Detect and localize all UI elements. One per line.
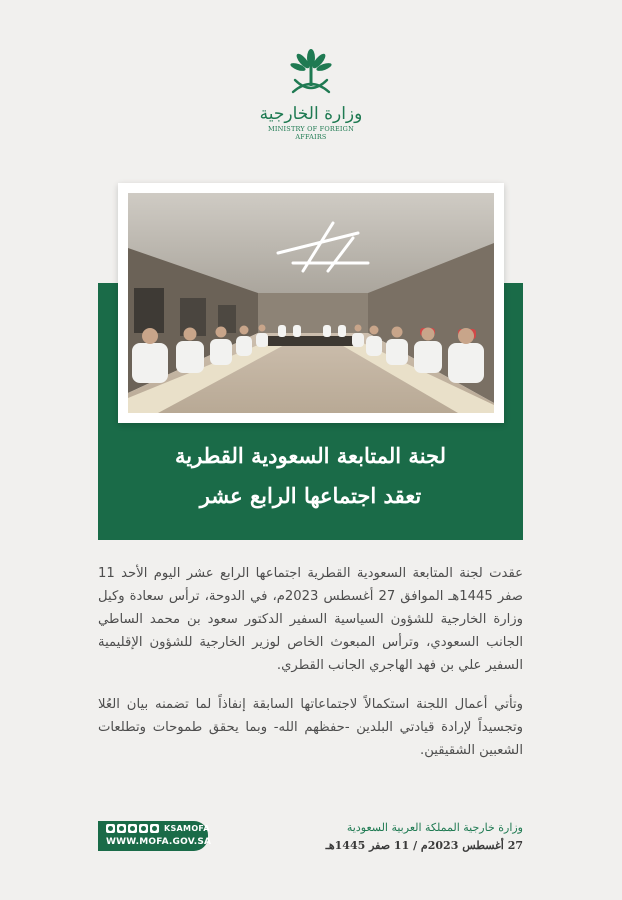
- logo-english-name: MINISTRY OF FOREIGN AFFAIRS: [268, 125, 354, 141]
- article-body: [98, 562, 523, 778]
- website-link[interactable]: WWW.MOFA.GOV.SA: [106, 837, 212, 847]
- social-handle[interactable]: KSAMOFA: [164, 824, 210, 833]
- youtube-icon[interactable]: [139, 824, 148, 833]
- ministry-logo: [256, 46, 366, 141]
- instagram-icon[interactable]: [128, 824, 137, 833]
- facebook-icon[interactable]: [117, 824, 126, 833]
- headline: [98, 440, 523, 512]
- footer-date: 27 أغسطس 2023م / 11 صفر 1445هـ: [325, 839, 523, 852]
- snapchat-icon[interactable]: [106, 824, 115, 833]
- paragraph-1: عقدت لجنة المتابعة السعودية القطرية اجتماعها الرابع عشر اليوم الأحد 11 صفر 1445هـ الموافق 27 أغسطس 2023م، في الدوحة، ترأس سعادة وكيل وزارة الخارجية للشؤون السياسية السفير الدكتور سعود بن محمد الساطي الجانب السعودي، وترأس المبعوث الخاص لوزير الخارجية للشؤون الإقليمية السفير علي بن فهد الهاجري الجانب القطري.: [98, 566, 523, 673]
- paragraph-2: وتأتي أعمال اللجنة استكمالاً لاجتماعاتها السابقة إنفاذاً لما تضمنه بيان العُلا وتجسيداً لإرادة قيادتي البلدين -حفظهم الله- وبما يحقق طموحات وتطلعات الشعبين الشقيقين.: [98, 697, 523, 758]
- social-row: [106, 824, 210, 833]
- headline-line-1: لجنة المتابعة السعودية القطرية: [174, 443, 446, 468]
- photo-frame: [118, 183, 504, 423]
- social-badge[interactable]: [98, 821, 212, 851]
- footer-ministry-block: [326, 819, 523, 855]
- x-icon[interactable]: [150, 824, 159, 833]
- logo-arabic-name: وزارة الخارجية: [259, 104, 363, 124]
- headline-line-2: تعقد اجتماعها الرابع عشر: [199, 483, 422, 508]
- meeting-photo: [128, 193, 494, 413]
- footer-ministry-name: وزارة خارجية المملكة العربية السعودية: [346, 821, 523, 834]
- palm-swords-icon: [283, 46, 339, 102]
